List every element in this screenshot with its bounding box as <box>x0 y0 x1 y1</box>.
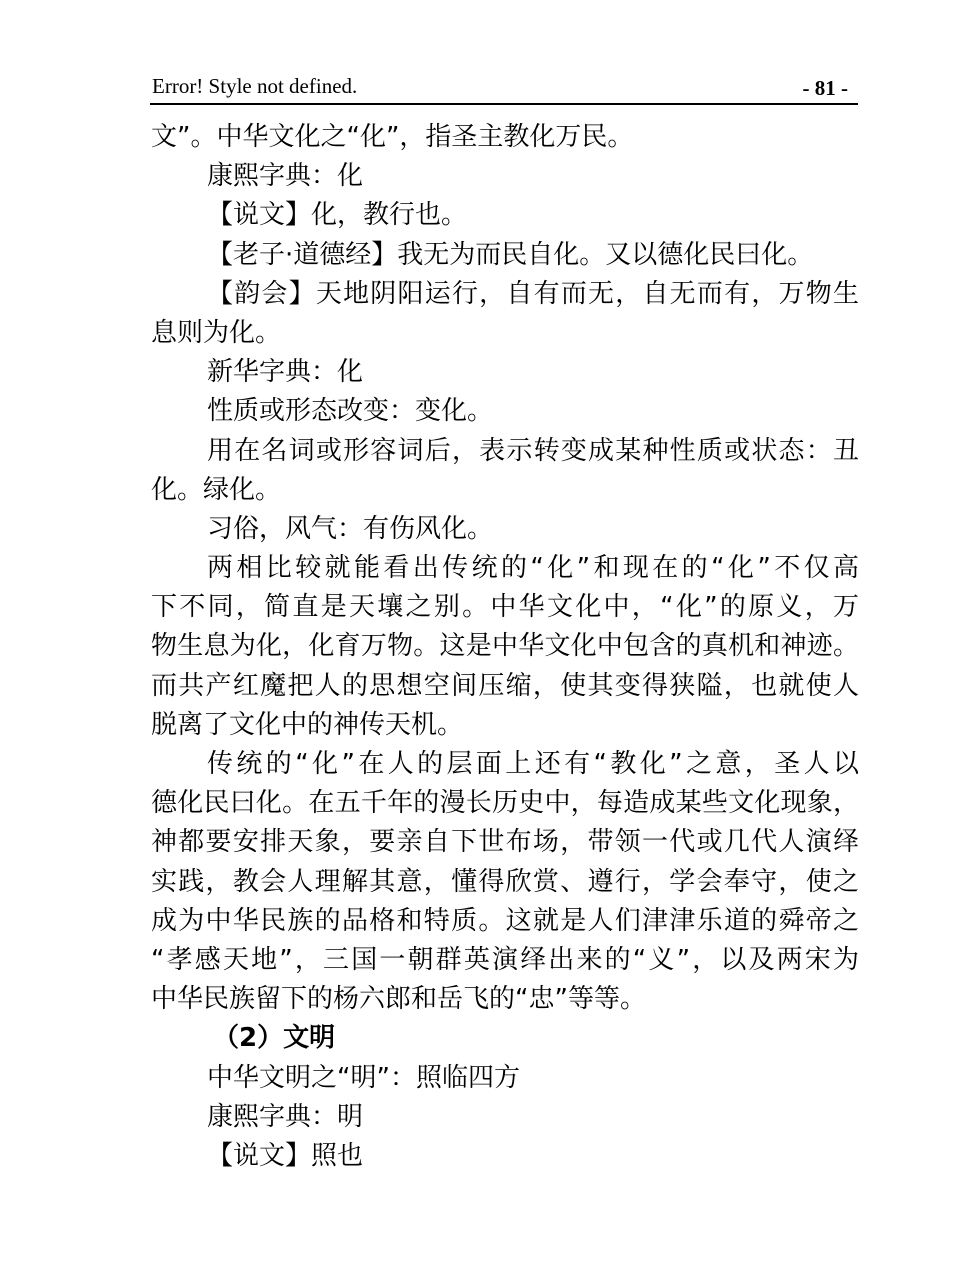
text-line: 神都要安排天象，要亲自下世布场，带领一代或几代人演绎 <box>151 827 859 858</box>
body-text <box>151 118 859 1176</box>
text-line: 中华文明之“明”：照临四方 <box>207 1062 520 1093</box>
text-line: 化。绿化。 <box>151 474 282 505</box>
text-line: 脱离了文化中的神传天机。 <box>151 709 464 740</box>
text-line: 【韵会】天地阴阳运行，自有而无，自无而有，万物生 <box>207 278 859 309</box>
text-line: 传统的“化”在人的层面上还有“教化”之意，圣人以 <box>207 749 859 779</box>
text-line: 成为中华民族的品格和特质。这就是人们津津乐道的舜帝之 <box>151 905 859 936</box>
text-line: 德化民曰化。在五千年的漫长历史中，每造成某些文化现象， <box>151 788 859 819</box>
header-divider <box>150 103 858 105</box>
text-line: 习俗，风气：有伤风化。 <box>207 513 494 544</box>
text-line: 新华字典：化 <box>207 357 364 388</box>
text-line: 息则为化。 <box>151 317 282 348</box>
text-line: 两相比较就能看出传统的“化”和现在的“化”不仅高 <box>207 553 859 584</box>
text-line: 用在名词或形容词后，表示转变成某种性质或状态：丑 <box>207 435 859 466</box>
text-line: “孝感天地”，三国一朝群英演绎出来的“义”，以及两宋为 <box>151 944 859 975</box>
text-line: 【说文】化，教行也。 <box>207 200 468 231</box>
text-line: 文”。中华文化之“化”，指圣主教化万民。 <box>151 122 634 152</box>
text-line: 康熙字典：化 <box>207 161 364 192</box>
header-title: Error! Style not defined. <box>152 74 358 98</box>
text-line: 中华民族留下的杨六郎和岳飞的“忠”等等。 <box>151 984 646 1015</box>
text-line: 实践，教会人理解其意，懂得欣赏、遵行，学会奉守，使之 <box>151 866 859 897</box>
section-heading: （2）文明 <box>213 1023 336 1054</box>
text-line: 下不同，简直是天壤之别。中华文化中，“化”的原义，万 <box>151 592 859 623</box>
text-line: 而共产红魔把人的思想空间压缩，使其变得狭隘，也就使人 <box>151 670 859 701</box>
text-line: 【说文】照也 <box>207 1140 364 1171</box>
text-line: 康熙字典：明 <box>207 1101 364 1132</box>
text-line: 物生息为化，化育万物。这是中华文化中包含的真机和神迹。 <box>151 631 859 662</box>
text-line: 性质或形态改变：变化。 <box>207 396 494 427</box>
text-line: 【老子·道德经】我无为而民自化。又以德化民曰化。 <box>207 239 814 270</box>
page-number: - 81 - <box>802 76 848 100</box>
page-header <box>152 72 858 102</box>
